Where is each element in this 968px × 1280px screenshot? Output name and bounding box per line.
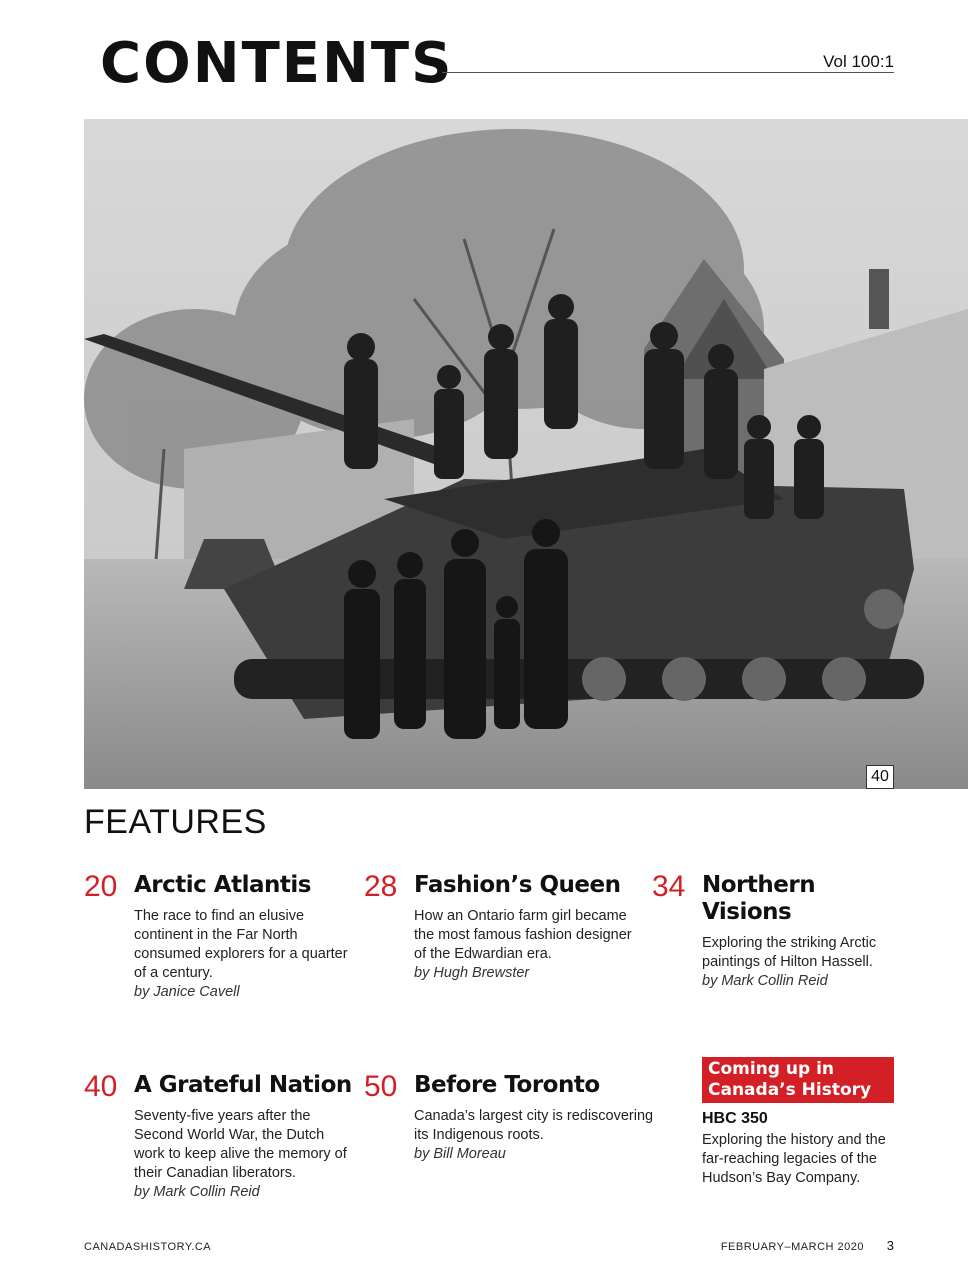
hero-photo <box>84 119 968 789</box>
feature-page-number: 28 <box>364 870 398 903</box>
coming-up-label: Coming up in Canada’s History <box>702 1057 894 1103</box>
feature-title: A Grateful Nation <box>134 1072 352 1098</box>
tank-photo-illustration <box>84 119 968 789</box>
coming-up-title[interactable]: HBC 350 <box>702 1110 768 1127</box>
feature-title: Northern Visions <box>702 872 816 925</box>
feature-description: The race to find an elusive continent in the Far North consumed explorers for a quarter of a century. <box>134 908 348 981</box>
feature-byline: by Bill Moreau <box>414 1146 506 1162</box>
feature-byline: by Mark Collin Reid <box>702 973 828 989</box>
photo-page-reference[interactable]: 40 <box>866 765 894 789</box>
feature-description: Canada’s largest city is rediscovering its Indigenous roots. <box>414 1108 654 1143</box>
feature-byline: by Janice Cavell <box>134 984 240 1000</box>
feature-byline: by Hugh Brewster <box>414 965 530 981</box>
feature-description: Exploring the striking Arctic paintings of Hilton Hassell. <box>702 935 877 970</box>
feature-title: Arctic Atlantis <box>134 872 311 898</box>
feature-byline: by Mark Collin Reid <box>134 1184 260 1200</box>
feature-page-number: 50 <box>364 1070 398 1103</box>
page-title: CONTENTS <box>100 31 454 96</box>
feature-description: Seventy-five years after the Second World War, the Dutch work to keep alive the memory of their Canadian liberators. <box>134 1108 347 1181</box>
feature-page-number: 40 <box>84 1070 118 1103</box>
feature-title: Before Toronto <box>414 1072 600 1098</box>
footer-issue-date: FEBRUARY–MARCH 2020 <box>720 1241 864 1253</box>
volume-label: Vol 100:1 <box>823 52 894 71</box>
title-divider <box>442 72 894 73</box>
footer-page-number: 3 <box>886 1238 894 1253</box>
footer-website[interactable]: CANADASHISTORY.CA <box>84 1241 212 1253</box>
coming-up-description: Exploring the history and the far-reaching legacies of the Hudson’s Bay Company. <box>702 1132 886 1186</box>
feature-page-number: 20 <box>84 870 118 903</box>
feature-page-number: 34 <box>652 870 686 903</box>
features-heading: FEATURES <box>84 803 267 841</box>
feature-title: Fashion’s Queen <box>414 872 621 898</box>
feature-description: How an Ontario farm girl became the most famous fashion designer of the Edwardian era. <box>414 908 632 962</box>
